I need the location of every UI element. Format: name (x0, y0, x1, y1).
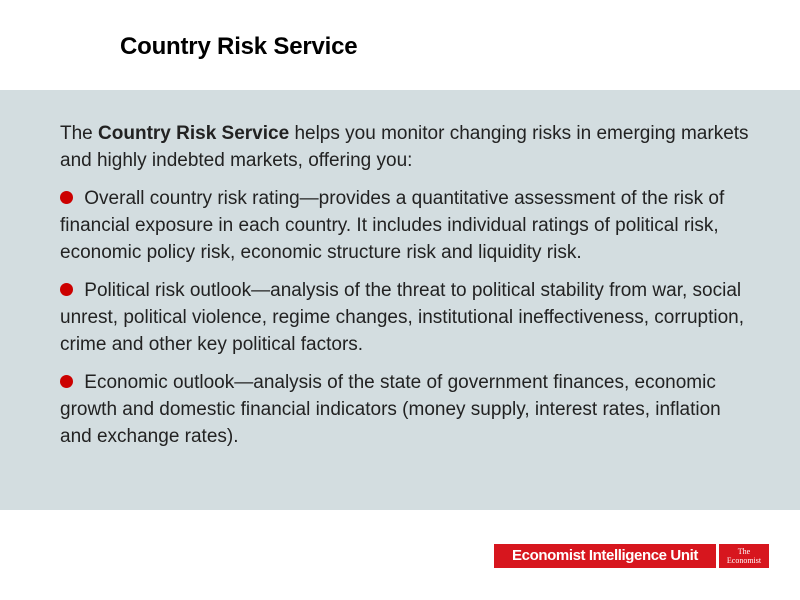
logo-mark-line2: Economist (726, 556, 762, 565)
intro-suffix: helps you monitor changing risks in emerging markets and highly indebted markets, offering you: (60, 123, 749, 171)
intro-paragraph (60, 120, 750, 174)
bullet-item-political-risk-outlook (60, 277, 750, 358)
bullet-text: Overall country risk rating—provides a quantitative assessment of the risk of financial exposure in each country. It includes individual ratings of political risk, economic policy risk, economic structure risk and liquidity risk. (60, 188, 725, 263)
red-bullet-icon (60, 191, 73, 204)
bullet-text: Economic outlook—analysis of the state of government finances, economic growth and domestic financial indicators (money supply, interest rates, inflation and exchange rates). (60, 372, 721, 447)
red-bullet-icon (60, 283, 73, 296)
content-body (60, 120, 750, 461)
slide-title: Country Risk Service (120, 33, 358, 60)
logo-mark-line1: The (737, 547, 751, 556)
intro-prefix: The (60, 123, 99, 144)
logo-wordmark: Economist Intelligence Unit (494, 544, 716, 568)
economist-intelligence-unit-logo (494, 544, 769, 568)
red-bullet-icon (60, 375, 73, 388)
bullet-text: Political risk outlook—analysis of the threat to political stability from war, social unrest, political violence, regime changes, institutional ineffectiveness, corruption, crime and other key political factors. (60, 280, 745, 355)
bullet-item-economic-outlook (60, 369, 750, 450)
the-economist-logo-mark (719, 544, 769, 568)
intro-product-name: Country Risk Service (98, 123, 290, 144)
bullet-item-country-risk-rating (60, 185, 750, 266)
